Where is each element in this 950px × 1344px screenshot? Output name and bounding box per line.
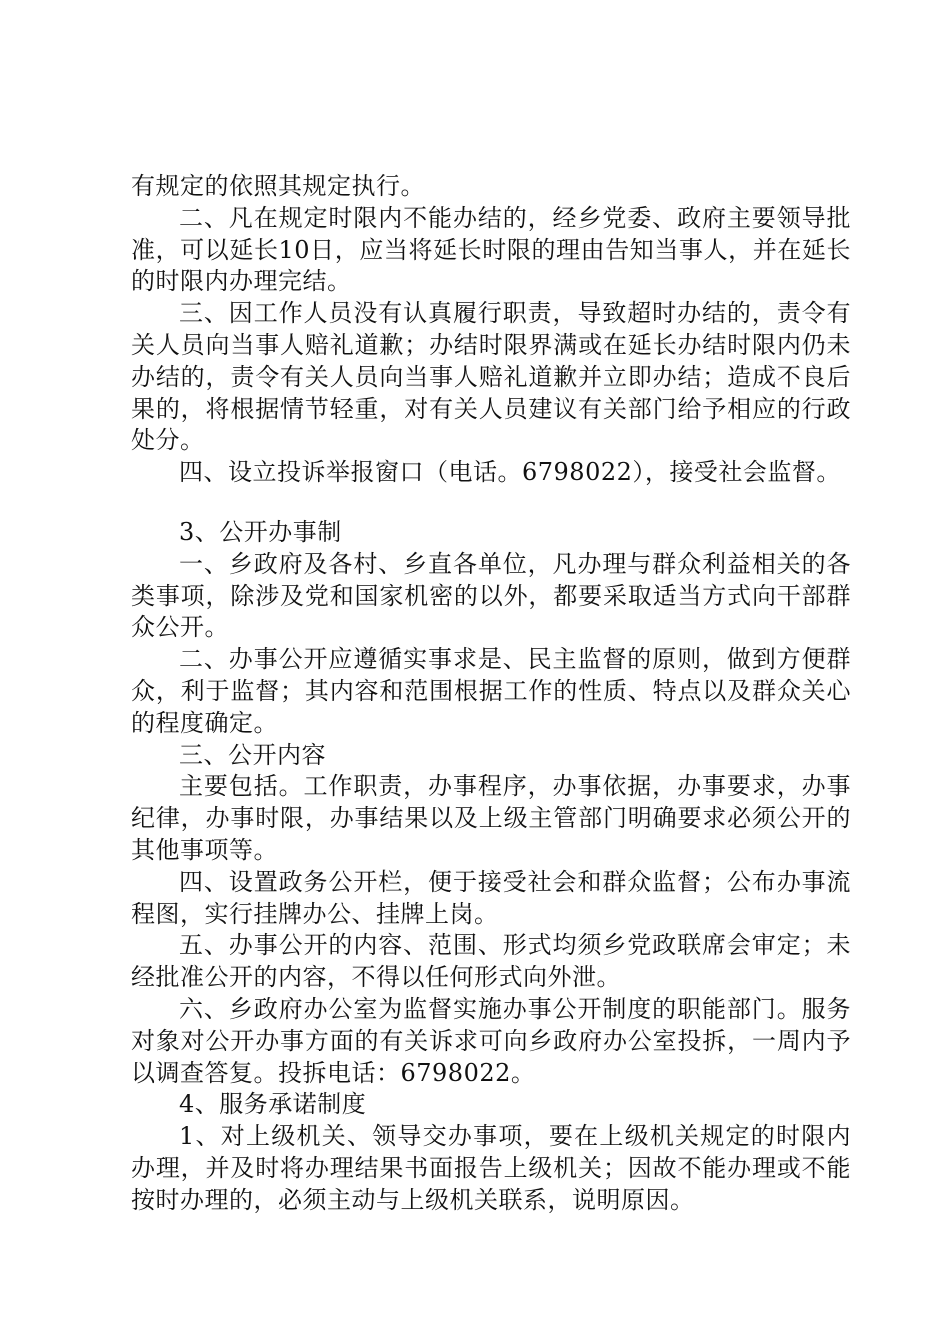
paragraph-public-item-1: 一、乡政府及各村、乡直各单位，凡办理与群众利益相关的各类事项，除涉及党和国家机密的以外，都要采取适当方式向干部群众公开。 [131, 549, 851, 642]
section-heading-3: 3、公开办事制 [179, 517, 342, 546]
paragraph-public-content: 主要包括。工作职责，办事程序，办事依据，办事要求，办事纪律，办事时限，办事结果以及上级主管部门明确要求必须公开的其他事项等。 [131, 772, 851, 864]
document-body [131, 171, 851, 1217]
paragraph-public-item-2: 二、办事公开应遵循实事求是、民主监督的原则，做到方便群众，利于监督；其内容和范围根据工作的性质、特点以及群众关心的程度确定。 [131, 645, 851, 737]
paragraph-item-2-extension: 二、凡在规定时限内不能办结的，经乡党委、政府主要领导批准，可以延长10日，应当将延长时限的理由告知当事人，并在延长的时限内办理完结。 [131, 203, 851, 296]
section-heading-4: 4、服务承诺制度 [179, 1090, 367, 1119]
paragraph-service-item-1: 1、对上级机关、领导交办事项，要在上级机关规定的时限内办理，并及时将办理结果书面报告上级机关；因故不能办理或不能按时办理的，必须主动与上级机关联系，说明原因。 [131, 1122, 851, 1214]
paragraph-public-item-6: 六、乡政府办公室为监督实施办事公开制度的职能部门。服务对象对公开办事方面的有关诉求可向乡政府办公室投拆，一周内予以调查答复。投拆电话：6798022。 [131, 994, 851, 1087]
paragraph-public-item-4: 四、设置政务公开栏，便于接受社会和群众监督；公布办事流程图，实行挂牌办公、挂牌上岗。 [131, 867, 851, 928]
paragraph-public-item-5: 五、办事公开的内容、范围、形式均须乡党政联席会审定；未经批准公开的内容，不得以任何形式向外泄。 [131, 931, 851, 992]
paragraph-continuation: 有规定的依照其规定执行。 [131, 172, 425, 200]
section-spacer [131, 489, 851, 517]
paragraph-public-item-3-heading: 三、公开内容 [179, 740, 326, 769]
paragraph-item-4-complaint-window: 四、设立投诉举报窗口（电话。6798022），接受社会监督。 [179, 458, 841, 487]
paragraph-item-3-accountability: 三、因工作人员没有认真履行职责，导致超时办结的，责令有关人员向当事人赔礼道歉；办结时限界满或在延长办结时限内仍未办结的，责令有关人员向当事人赔礼道歉并立即办结；造成不良后果的，将根据情节轻重，对有关人员建议有关部门给予相应的行政处分。 [131, 299, 851, 455]
